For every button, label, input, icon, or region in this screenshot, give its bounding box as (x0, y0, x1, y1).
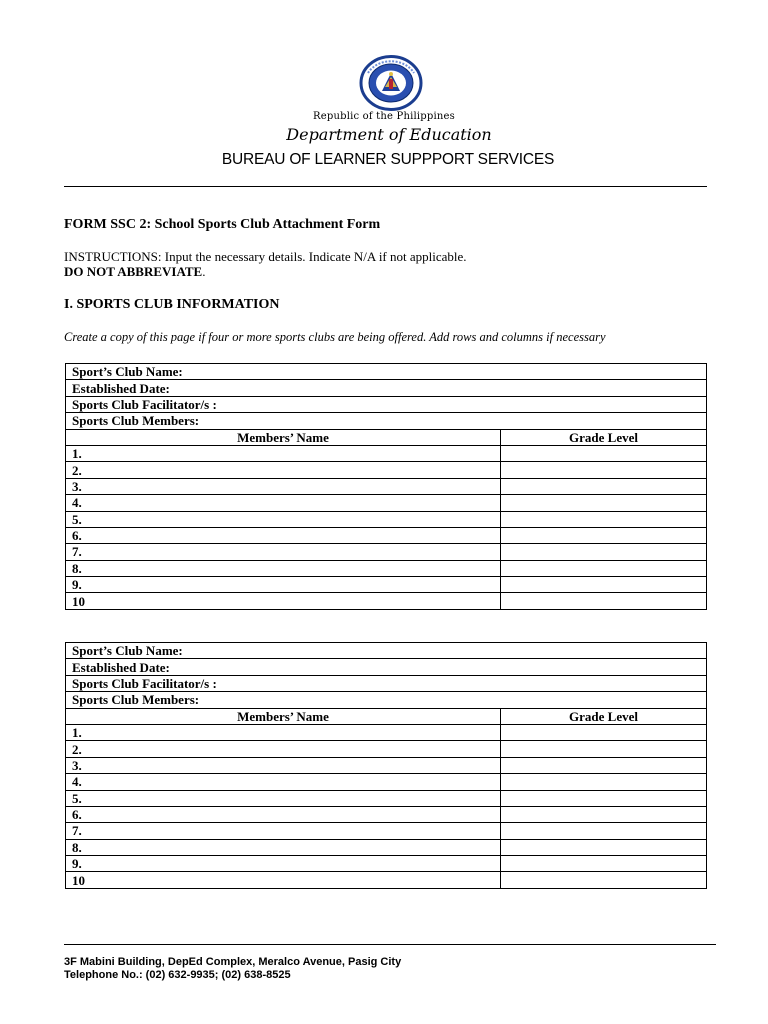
table-row (66, 593, 707, 609)
established-date-field[interactable]: Established Date: (66, 659, 707, 675)
grade-level-header: Grade Level (501, 708, 707, 724)
footer-divider (64, 944, 716, 945)
table-row (66, 577, 707, 593)
member-name-cell[interactable]: 4. (66, 774, 501, 790)
members-label: Sports Club Members: (66, 413, 707, 429)
table-row (66, 806, 707, 822)
member-name-cell[interactable]: 10 (66, 872, 501, 888)
member-name-cell[interactable]: 6. (66, 527, 501, 543)
member-name-cell[interactable]: 5. (66, 511, 501, 527)
table-row (66, 544, 707, 560)
grade-level-cell[interactable] (501, 577, 707, 593)
deped-seal-logo (358, 55, 424, 111)
table-row (66, 511, 707, 527)
grade-level-cell[interactable] (501, 478, 707, 494)
department-title: Department of Education (286, 125, 492, 144)
table-row (66, 823, 707, 839)
facilitator-field[interactable]: Sports Club Facilitator/s : (66, 396, 707, 412)
table-row (66, 462, 707, 478)
republic-text: Republic of the Philippines (313, 111, 455, 122)
table-row (66, 872, 707, 888)
table-row (66, 741, 707, 757)
members-label: Sports Club Members: (66, 692, 707, 708)
grade-level-cell[interactable] (501, 741, 707, 757)
table-row (66, 560, 707, 576)
grade-level-cell[interactable] (501, 495, 707, 511)
grade-level-cell[interactable] (501, 872, 707, 888)
telephone-line: Telephone No.: (02) 632-9935; (02) 638-8525 (64, 969, 291, 981)
bureau-title: BUREAU OF LEARNER SUPPPORT SERVICES (221, 151, 555, 168)
established-date-field[interactable]: Established Date: (66, 380, 707, 396)
grade-level-cell[interactable] (501, 462, 707, 478)
member-name-cell[interactable]: 1. (66, 724, 501, 740)
grade-level-header: Grade Level (501, 429, 707, 445)
facilitator-field[interactable]: Sports Club Facilitator/s : (66, 675, 707, 691)
table-row (66, 856, 707, 872)
members-name-header: Members’ Name (66, 708, 501, 724)
footer-address (64, 956, 401, 982)
grade-level-cell[interactable] (501, 856, 707, 872)
grade-level-cell[interactable] (501, 511, 707, 527)
club-name-field[interactable]: Sport’s Club Name: (66, 643, 707, 659)
address-line: 3F Mabini Building, DepEd Complex, Meralco Avenue, Pasig City (64, 956, 402, 968)
grade-level-cell[interactable] (501, 839, 707, 855)
table-row (66, 790, 707, 806)
table-row (66, 724, 707, 740)
grade-level-cell[interactable] (501, 560, 707, 576)
grade-level-cell[interactable] (501, 757, 707, 773)
member-name-cell[interactable]: 7. (66, 823, 501, 839)
table-row (66, 495, 707, 511)
table-row (66, 774, 707, 790)
member-name-cell[interactable]: 2. (66, 462, 501, 478)
grade-level-cell[interactable] (501, 790, 707, 806)
grade-level-cell[interactable] (501, 823, 707, 839)
instructions-text: INSTRUCTIONS: Input the necessary details. Indicate N/A if not applicable. (64, 249, 467, 264)
grade-level-cell[interactable] (501, 544, 707, 560)
member-name-cell[interactable]: 10 (66, 593, 501, 609)
member-name-cell[interactable]: 3. (66, 478, 501, 494)
grade-level-cell[interactable] (501, 593, 707, 609)
form-title: FORM SSC 2: School Sports Club Attachment Form (64, 217, 381, 232)
sports-club-table-1 (65, 363, 707, 610)
grade-level-cell[interactable] (501, 806, 707, 822)
member-name-cell[interactable]: 7. (66, 544, 501, 560)
grade-level-cell[interactable] (501, 527, 707, 543)
member-name-cell[interactable]: 1. (66, 445, 501, 461)
member-name-cell[interactable]: 2. (66, 741, 501, 757)
section-title: I. SPORTS CLUB INFORMATION (64, 297, 280, 312)
member-name-cell[interactable]: 8. (66, 560, 501, 576)
do-not-abbreviate-text: DO NOT ABBREVIATE. (64, 264, 206, 279)
member-name-cell[interactable]: 5. (66, 790, 501, 806)
instruction-note: Create a copy of this page if four or more sports clubs are being offered. Add rows and columns if necessary (64, 330, 606, 344)
member-name-cell[interactable]: 9. (66, 577, 501, 593)
member-name-cell[interactable]: 6. (66, 806, 501, 822)
table-row (66, 445, 707, 461)
grade-level-cell[interactable] (501, 774, 707, 790)
table-row (66, 527, 707, 543)
table-row (66, 478, 707, 494)
header-divider (64, 186, 707, 187)
member-name-cell[interactable]: 3. (66, 757, 501, 773)
member-name-cell[interactable]: 8. (66, 839, 501, 855)
club-name-field[interactable]: Sport’s Club Name: (66, 364, 707, 380)
members-name-header: Members’ Name (66, 429, 501, 445)
sports-club-table-2 (65, 642, 707, 889)
member-name-cell[interactable]: 4. (66, 495, 501, 511)
member-name-cell[interactable]: 9. (66, 856, 501, 872)
grade-level-cell[interactable] (501, 724, 707, 740)
table-row (66, 839, 707, 855)
table-row (66, 757, 707, 773)
grade-level-cell[interactable] (501, 445, 707, 461)
